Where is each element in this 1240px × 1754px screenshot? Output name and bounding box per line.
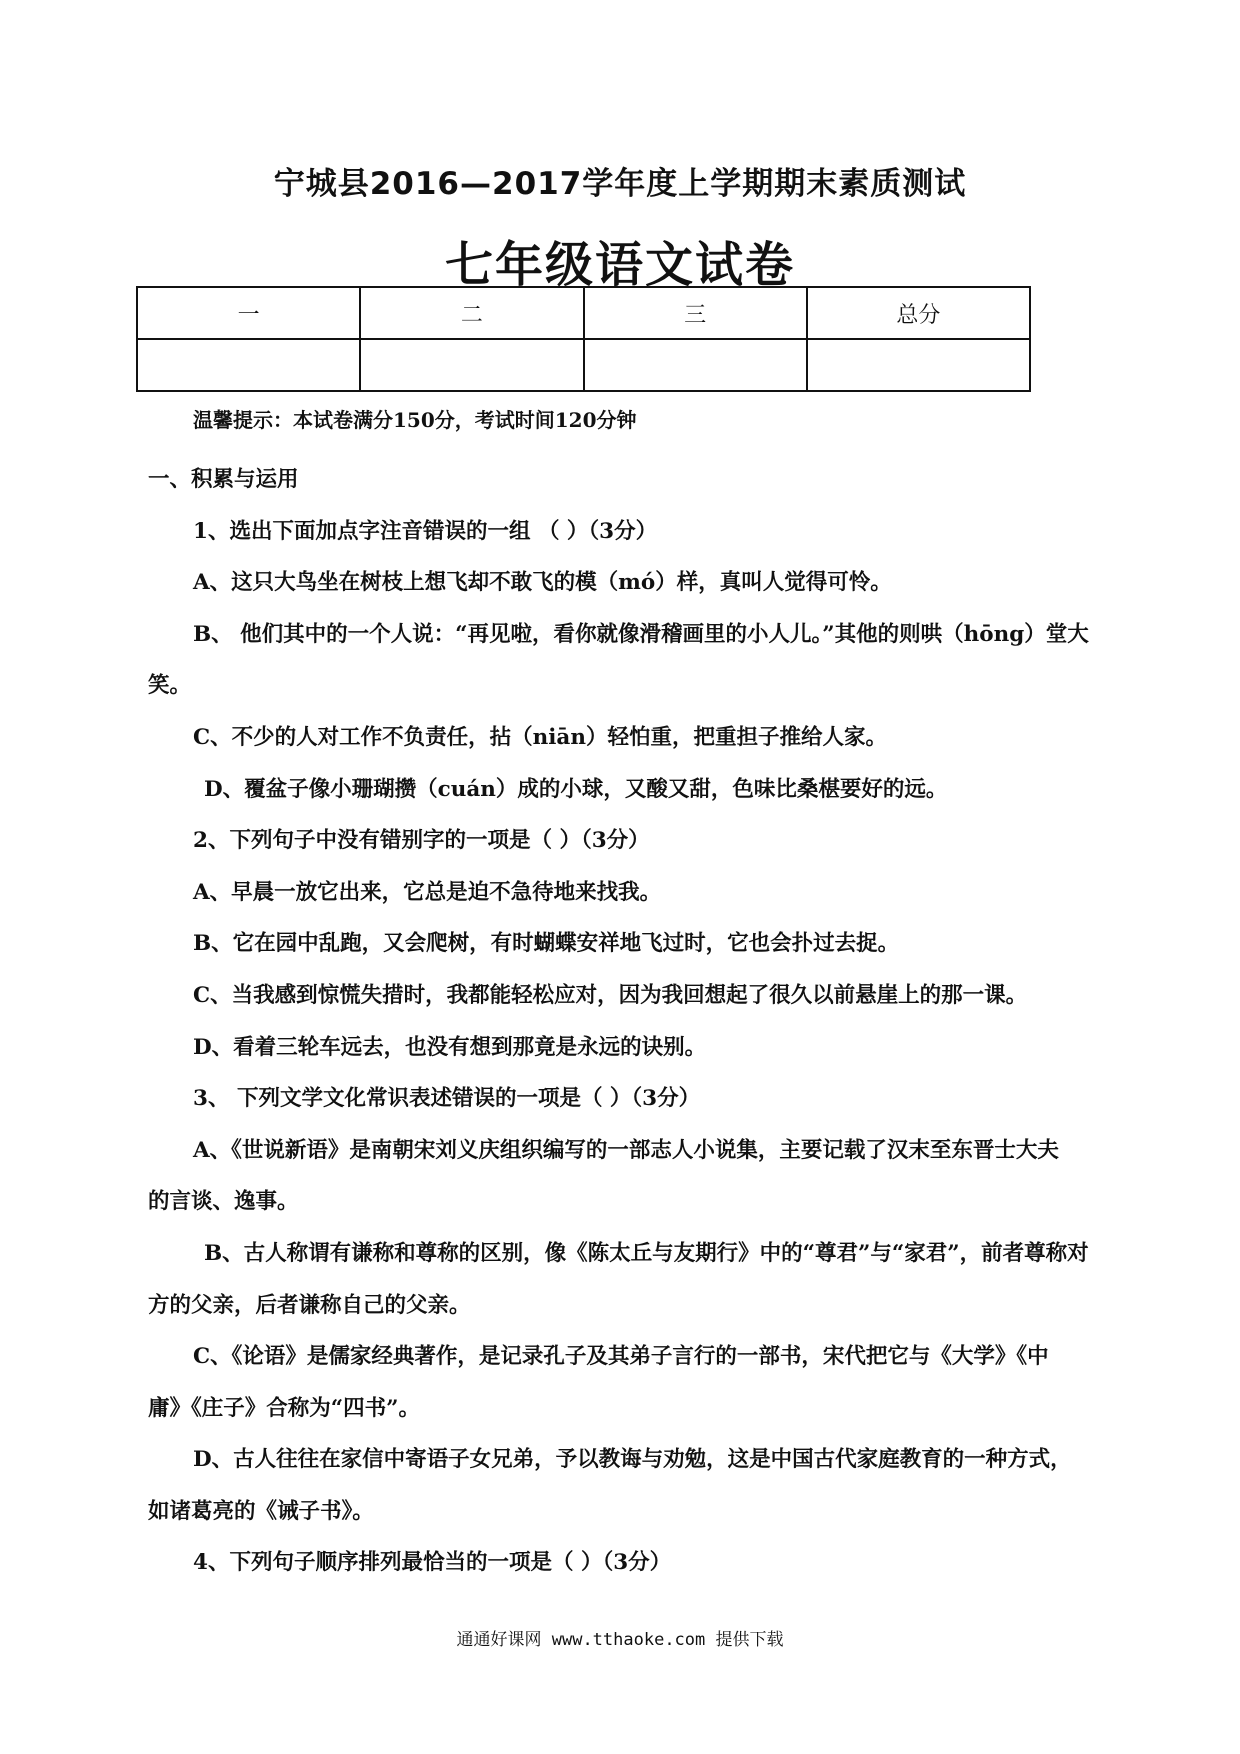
answer-option: A、《世说新语》是南朝宋刘义庆组织编写的一部志人小说集，主要记载了汉末至东晋士大夫: [193, 1137, 1059, 1163]
score-table: [136, 286, 1031, 392]
score-header-label: 三: [684, 302, 707, 328]
exam-tip: 温馨提示：本试卷满分150分，考试时间120分钟: [193, 408, 637, 432]
question-stem: 1、选出下面加点字注音错误的一组 （ ）（3分）: [193, 518, 658, 544]
score-table-value-row: [137, 339, 1030, 391]
question-stem: 2、下列句子中没有错别字的一项是（ ）（3分）: [193, 828, 650, 854]
answer-option-continued: 笑。: [148, 673, 192, 699]
answer-option: C、《论语》是儒家经典著作，是记录孔子及其弟子言行的一部书，宋代把它与《大学》《中: [193, 1344, 1049, 1370]
score-value-cell: [360, 339, 583, 391]
answer-option: C、当我感到惊慌失措时，我都能轻松应对，因为我回想起了很久以前悬崖上的那一课。: [193, 982, 1028, 1008]
answer-option: A、早晨一放它出来，它总是迫不急待地来找我。: [193, 879, 662, 905]
exam-body: [148, 454, 1098, 1589]
exam-title-line1: 宁城县2016—2017学年度上学期期末素质测试: [273, 166, 967, 202]
score-header-label: 一: [237, 302, 260, 328]
score-header-label: 总分: [896, 302, 941, 328]
question-stem: 4、下列句子顺序排列最恰当的一项是（ ）（3分）: [193, 1550, 672, 1576]
score-value-cell: [137, 339, 360, 391]
score-header-cell: [584, 287, 807, 339]
answer-option-continued: 如诸葛亮的《诫子书》。: [148, 1498, 374, 1524]
answer-option-continued: 庸》《庄子》合称为“四书”。: [148, 1395, 420, 1421]
answer-option: A、这只大鸟坐在树枝上想飞却不敢飞的模（mó）样，真叫人觉得可怜。: [193, 570, 892, 596]
answer-option: B、它在园中乱跑，又会爬树，有时蝴蝶安祥地飞过时，它也会扑过去捉。: [193, 931, 900, 957]
answer-option: D、看着三轮车远去，也没有想到那竟是永远的诀别。: [193, 1034, 707, 1060]
section-heading: 一、积累与运用: [148, 467, 299, 492]
answer-option: C、不少的人对工作不负责任，拈（niān）轻怕重，把重担子推给人家。: [193, 724, 887, 750]
score-value-cell: [807, 339, 1030, 391]
score-table-header-row: [137, 287, 1030, 339]
score-header-cell: [137, 287, 360, 339]
page-footer: 通通好课网 www.tthaoke.com 提供下载: [456, 1630, 784, 1650]
score-header-cell: [360, 287, 583, 339]
answer-option: D、古人往往在家信中寄语子女兄弟，予以教诲与劝勉，这是中国古代家庭教育的一种方式，: [193, 1447, 1072, 1473]
question-stem: 3、 下列文学文化常识表述错误的一项是（ ）（3分）: [193, 1086, 701, 1112]
answer-option-continued: 的言谈、逸事。: [148, 1189, 299, 1215]
score-value-cell: [584, 339, 807, 391]
exam-title-line2: 七年级语文试卷: [444, 237, 795, 293]
answer-option: D、覆盆子像小珊瑚攒（cuán）成的小球，又酸又甜，色味比桑椹要好的远。: [204, 776, 948, 802]
answer-option: B、 他们其中的一个人说：“再见啦，看你就像滑稽画里的小人儿。”其他的则哄（hōng）堂大: [193, 621, 1089, 647]
score-header-label: 二: [460, 302, 483, 328]
score-header-cell: [807, 287, 1030, 339]
answer-option: B、古人称谓有谦称和尊称的区别，像《陈太丘与友期行》中的“尊君”与“家君”，前者尊称对: [204, 1240, 1089, 1266]
answer-option-continued: 方的父亲，后者谦称自己的父亲。: [148, 1292, 471, 1318]
